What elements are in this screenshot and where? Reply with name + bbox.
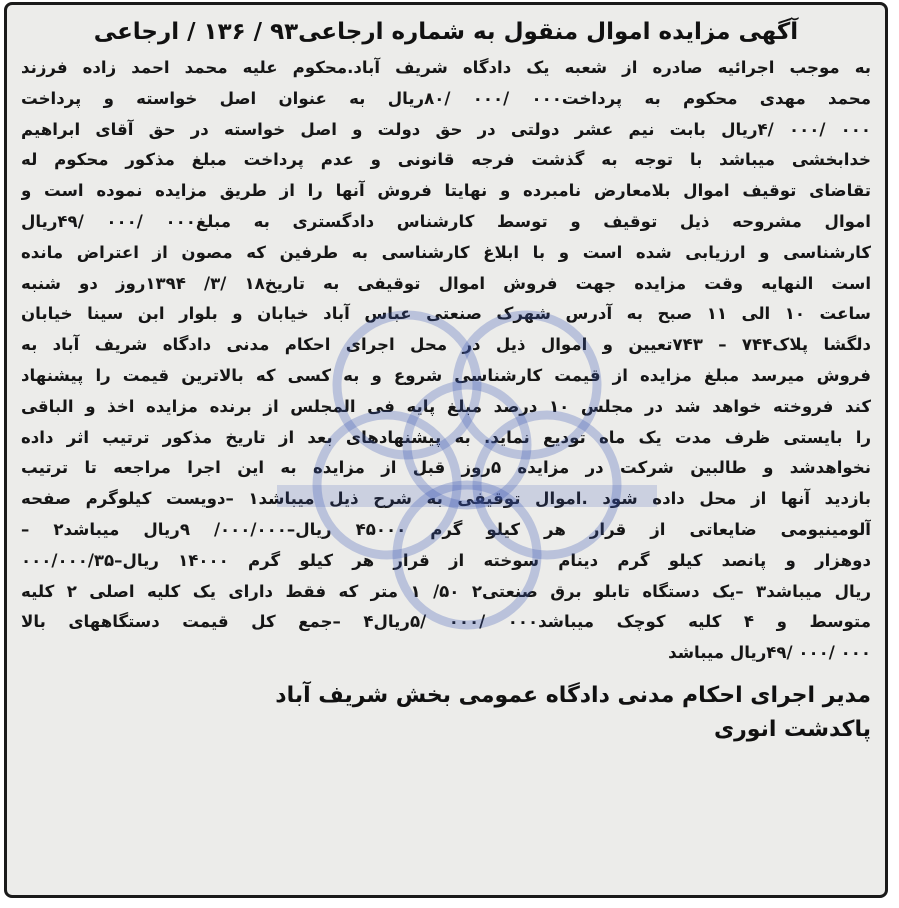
body-line: است النهایه وقت مزایده جهت فروش اموال توقیفی به تاریخ۱۸ /۳/ ۱۳۹۴روز دو شنبه [21,273,871,293]
body-line: آلومینیومی ضایعاتی از قرار هر کیلو گرم ۴۵۰۰۰ ریال–۰۰۰/۰۰۰/ ۹ریال میباشد۲ – [21,519,871,539]
notice-body [21,53,871,669]
body-line: نخواهدشد و طالبین شرکت در مزایده ۵روز قبل از مزایده به این اجرا مراجعه تا ترتیب [21,458,871,478]
body-line: دوهزار و پانصد کیلو گرم دینام سوخته از قرار هر کیلو گرم ۱۴۰۰۰ ریال–۰۰۰/۰۰۰/۳۵ [21,550,871,570]
signature-name: پاکدشت انوری [713,716,871,742]
body-line: کند فروخته خواهد شد در مجلس ۱۰ درصد مبلغ پایه فی المجلس از برنده مزایده اخذ و الباقی [21,396,871,416]
body-line: فروش میرسد مبلغ مزایده از قیمت کارشناسی شروع و به کسی که بالاترین قیمت را پیشنهاد [21,365,871,385]
signature-block [21,679,871,747]
body-line: ۰۰۰ /۰۰۰ /۴ریال بابت نیم عشر دولتی در حق دولت و اصل خواسته در حق آقای ابراهیم [21,119,871,139]
body-line: محمد مهدی محکوم به پرداخت۰۰۰ /۰۰۰ /۸۰ریال به عنوان اصل خواسته و پرداخت [21,88,871,108]
notice-title: آگهی مزایده اموال منقول به شماره ارجاعی۹۳ / ۱۳۶ / ارجاعی [93,19,799,45]
body-line: خدابخشی میباشد با توجه به گذشت فرجه قانونی و عدم پرداخت مبلغ مذکور محکوم له [21,150,871,170]
body-line: دلگشا پلاک۷۴۴ – ۷۴۳تعیین و اموال ذیل در محل اجرای احکام مدنی دادگاه شریف آباد به [21,335,871,355]
auction-notice [4,2,888,898]
body-line: کارشناسی و ارزیابی شده است و با ابلاغ کارشناسی به طرفین که مصون از اعتراض مانده [21,242,871,262]
body-line: ریال میباشد۳ –یک دستگاه تابلو برق صنعتی۲ ۵۰/ ۱ متر که فقط دارای یک کلیه اصلی ۲ کلیه [21,581,871,601]
body-line: اموال مشروحه ذیل توقیف و توسط کارشناس دادگستری به مبلغ۰۰۰ /۰۰۰ /۴۹ریال [21,211,871,231]
body-line: ساعت ۱۰ الی ۱۱ صبح به آدرس شهرک صنعتی عباس آباد خیابان و بلوار ابن سینا خیابان [21,304,871,324]
signature-title: مدیر اجرای احکام مدنی دادگاه عمومی بخش شریف آباد [275,682,871,708]
body-line: را بایستی ظرف مدت یک ماه تودیع نماید. به پیشنهادهای بعد از تاریخ مذکور ترتیب اثر داده [21,427,871,447]
body-line: متوسط و ۴ کلیه کوچک میباشد۰۰۰ /۰۰۰ /۵ریال۴ –جمع کل قیمت دستگاههای بالا [21,612,871,632]
body-line: بازدید آنها از محل داده شود .اموال توقیفی به شرح ذیل میباشد۱ –دویست کیلوگرم صفحه [21,489,871,509]
body-line: به موجب اجرائیه صادره از شعبه یک دادگاه شریف آباد.محکوم علیه محمد احمد زاده فرزند [21,58,871,77]
body-line: تقاضای توقیف اموال بلامعارض نامبرده و نهایتا فروش آنها را از طریق مزایده نموده است و [21,181,871,201]
body-line: ۰۰۰ /۰۰۰ /۴۹ریال میباشد [668,643,871,663]
